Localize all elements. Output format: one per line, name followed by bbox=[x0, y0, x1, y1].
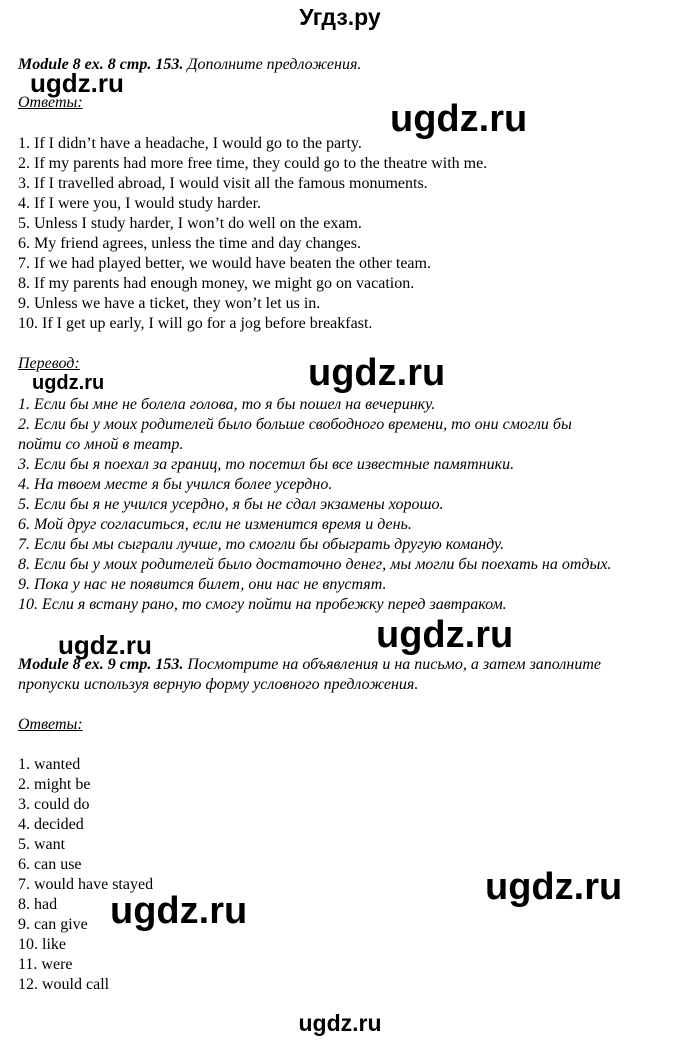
ex9-answers-list bbox=[18, 755, 153, 995]
list-item: 3. could do bbox=[18, 796, 90, 813]
list-item: пойти со мной в театр. bbox=[18, 436, 184, 453]
ex9-heading-rest: Посмотрите на объявления и на письмо, а затем заполните bbox=[183, 656, 601, 673]
list-item: 4. decided bbox=[18, 816, 84, 833]
watermark: ugdz.ru bbox=[58, 630, 152, 660]
list-item: 9. can give bbox=[18, 916, 88, 933]
watermark: ugdz.ru bbox=[376, 614, 514, 656]
ex8-heading-rest: Дополните предложения. bbox=[183, 56, 362, 73]
list-item: 10. If I get up early, I will go for a jog before breakfast. bbox=[18, 315, 373, 332]
site-title: Угдз.ру bbox=[299, 4, 381, 30]
watermark: ugdz.ru bbox=[32, 372, 105, 394]
list-item: 7. Если бы мы сыграли лучше, то смогли бы обыграть другую команду. bbox=[18, 536, 505, 553]
list-item: 2. Если бы у моих родителей было больше свободного времени, то они смогли бы bbox=[18, 416, 572, 433]
list-item: 9. Пока у нас не появится билет, они нас не впустят. bbox=[18, 576, 387, 593]
list-item: 2. might be bbox=[18, 776, 91, 793]
list-item: 8. Если бы у моих родителей было достаточно денег, мы могли бы поехать на отдых. bbox=[18, 556, 612, 573]
ex8-heading-bold: Module 8 ex. 8 стр. 153. bbox=[18, 56, 184, 73]
list-item: 4. На твоем месте я бы учился более усердно. bbox=[18, 476, 333, 493]
watermark: ugdz.ru bbox=[30, 68, 124, 98]
list-item: 11. were bbox=[18, 956, 73, 973]
ex8-answers-label: Ответы: bbox=[18, 94, 83, 111]
list-item: 8. had bbox=[18, 896, 58, 913]
list-item: 3. If I travelled abroad, I would visit all the famous monuments. bbox=[18, 175, 428, 192]
watermark: ugdz.ru bbox=[308, 352, 446, 394]
list-item: 6. can use bbox=[18, 856, 82, 873]
ex8-answers-list bbox=[18, 134, 487, 334]
list-item: 5. Unless I study harder, I won’t do well on the exam. bbox=[18, 215, 362, 232]
list-item: 3. Если бы я поехал за границ, то посетил бы все известные памятники. bbox=[18, 456, 515, 473]
list-item: 6. Мой друг согласиться, если не изменится время и день. bbox=[18, 516, 412, 533]
ex8-translation-label: Перевод: bbox=[18, 355, 80, 372]
footer: ugdz.ru bbox=[298, 1010, 382, 1036]
ex9-heading-line2: пропуски используя верную форму условного предложения. bbox=[18, 676, 419, 693]
list-item: 9. Unless we have a ticket, they won’t let us in. bbox=[18, 295, 321, 312]
list-item: 7. If we had played better, we would have beaten the other team. bbox=[18, 255, 431, 272]
list-item: 7. would have stayed bbox=[18, 876, 154, 893]
list-item: 10. like bbox=[18, 936, 66, 953]
list-item: 12. would call bbox=[18, 976, 110, 993]
list-item: 1. Если бы мне не болела голова, то я бы пошел на вечеринку. bbox=[18, 396, 436, 413]
list-item: 8. If my parents had enough money, we might go on vacation. bbox=[18, 275, 415, 292]
list-item: 2. If my parents had more free time, they could go to the theatre with me. bbox=[18, 155, 488, 172]
list-item: 1. If I didn’t have a headache, I would go to the party. bbox=[18, 135, 362, 152]
watermark: ugdz.ru bbox=[110, 890, 248, 932]
list-item: 5. want bbox=[18, 836, 66, 853]
list-item: 10. Если я встану рано, то смогу пойти на пробежку перед завтраком. bbox=[18, 596, 507, 613]
ex9-heading-bold: Module 8 ex. 9 стр. 153. bbox=[18, 656, 184, 673]
list-item: 5. Если бы я не учился усердно, я бы не сдал экзамены хорошо. bbox=[18, 496, 444, 513]
list-item: 6. My friend agrees, unless the time and day changes. bbox=[18, 235, 362, 252]
list-item: 1. wanted bbox=[18, 756, 81, 773]
ex9-answers-label: Ответы: bbox=[18, 716, 83, 733]
ex8-translation-list bbox=[18, 395, 611, 615]
watermark: ugdz.ru bbox=[390, 98, 528, 140]
list-item: 4. If I were you, I would study harder. bbox=[18, 195, 262, 212]
ex9-heading bbox=[18, 655, 601, 675]
watermark: ugdz.ru bbox=[485, 866, 623, 908]
